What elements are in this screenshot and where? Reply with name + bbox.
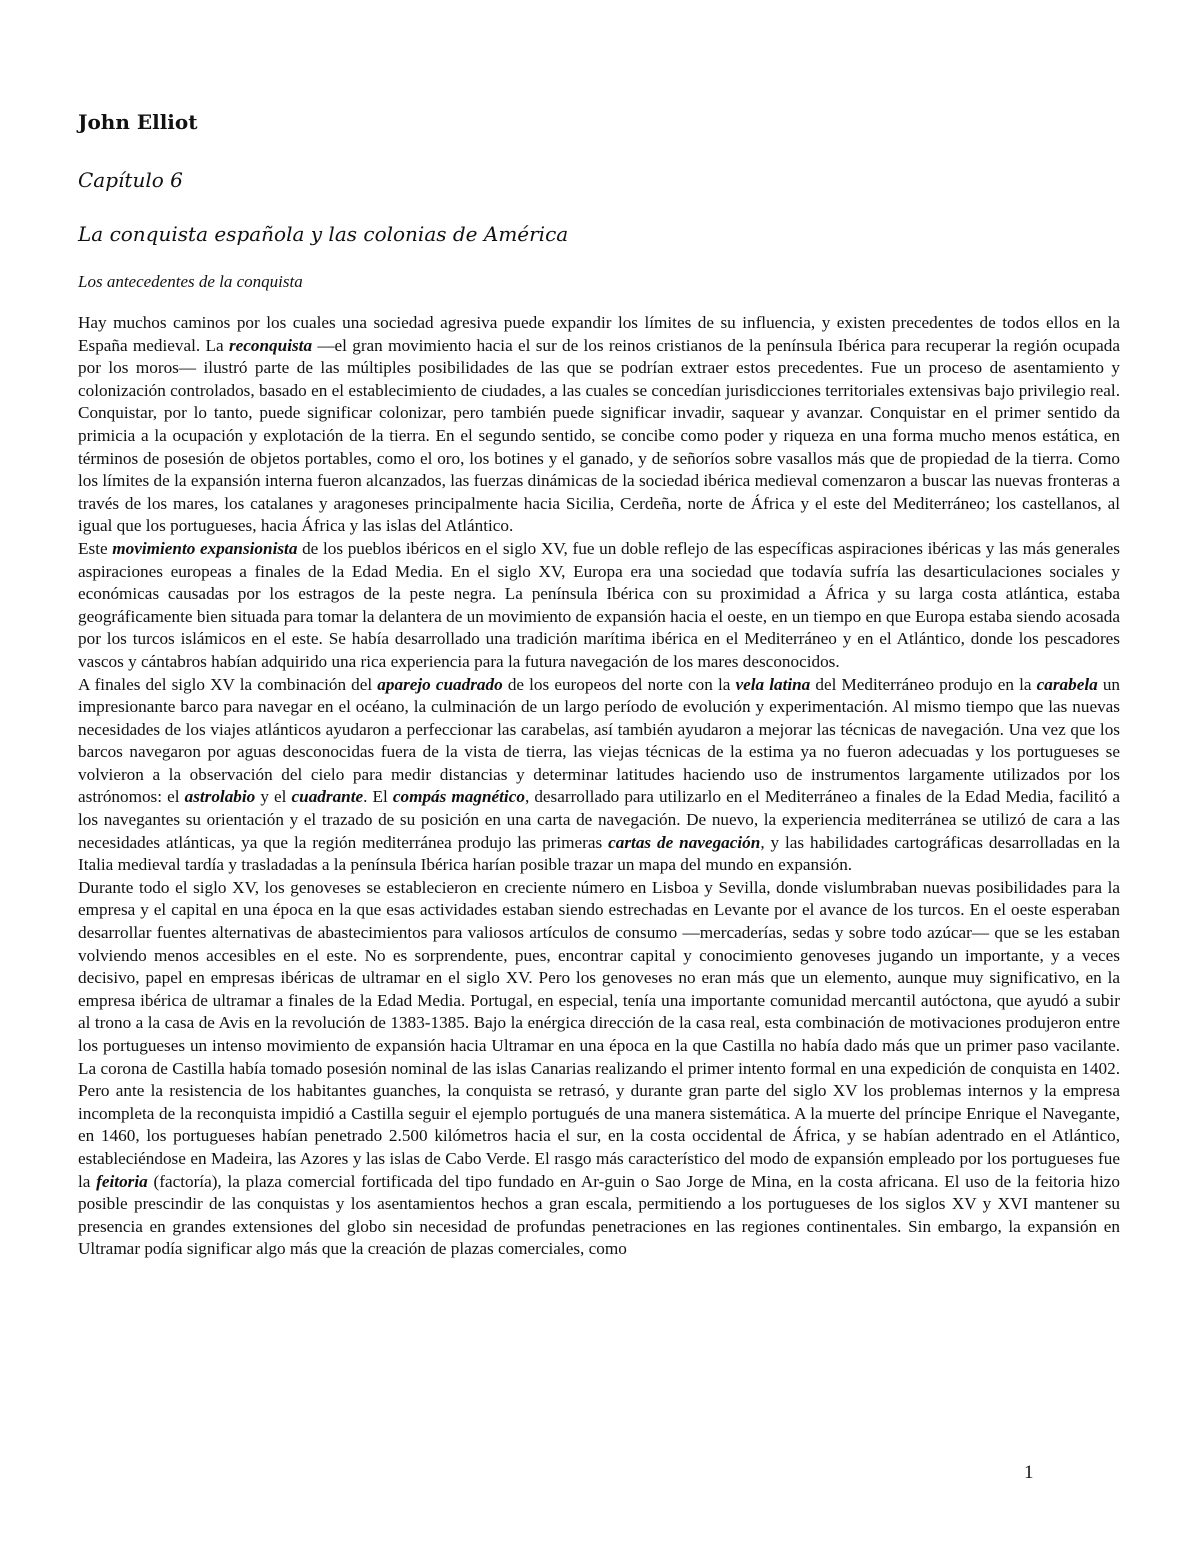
emphasis (112, 539, 297, 558)
body-paragraph (78, 674, 1120, 877)
emphasized-term: cuadrante (291, 787, 364, 807)
text-run: Hay muchos caminos por los cuales una sociedad agresiva puede expandir los límites de su influencia, y existen precedentes de todos ellos en la España medieval. La (78, 313, 1120, 355)
text-run: de los pueblos ibéricos en el siglo XV, fue un doble reflejo de las específicas aspiraciones ibéricas y las más generales aspiraciones europeas a finales de la Edad Media. En el siglo XV, Europa era una sociedad que todavía sufría las desarticulaciones sociales y económicas causadas por los estragos de la peste negra. La península Ibérica con su proximidad a África y su larga costa atlántica, estaba geográficamente bien situada para tomar la delantera de un movimiento de expansión hacia el oeste, en un tiempo en que Europa estaba siendo acosada por los turcos islámicos en el este. Se había desarrollado una tradición marítima ibérica en el Mediterráneo y en el Atlántico, donde los pescadores vascos y cántabros habían adquirido una rica experiencia para la futura navegación de los mares desconocidos. (78, 538, 1120, 671)
chapter-title: La conquista española y las colonias de América (78, 222, 569, 246)
emphasized-term: carabela (1036, 674, 1098, 694)
emphasis (185, 787, 256, 806)
document-page (78, 108, 1120, 1261)
text-run: Este (78, 538, 113, 558)
emphasis (96, 1172, 148, 1191)
text-run: y el (255, 787, 292, 807)
text-run: del Mediterráneo produjo en la (810, 674, 1037, 694)
page-number: 1 (1024, 1462, 1034, 1483)
emphasis (735, 675, 810, 694)
text-run: un impresionante barco para navegar en el océano, la culminación de un largo período de evolución y experimentación. Al mismo tiempo que las nuevas necesidades de los viajes atlánticos ayudaron a perfeccionar las carabelas, así también ayudaron a mejorar las técnicas de navegación. Una vez que los barcos navegaron por aguas desconocidas fuera de la vista de tierra, las viejas técnicas de la estima ya no fueron adecuadas y los portugueses se volvieron a la observación del cielo para medir distancias y determinar latitudes haciendo uso de instrumentos largamente utilizados por los astrónomos: el (78, 674, 1121, 807)
body-paragraph (78, 538, 1120, 674)
text-run: , y las habilidades cartográficas desarrolladas en la Italia medieval tardía y trasladadas a la península Ibérica harían posible trazar un mapa del mundo en expansión. (78, 832, 1120, 875)
chapter-heading: Capítulo 6 (78, 168, 183, 192)
text-run: de los europeos del norte con la (502, 674, 736, 694)
text-run: . El (363, 787, 393, 807)
emphasis (292, 787, 364, 806)
emphasized-term: reconquista (228, 335, 313, 355)
body-text (78, 312, 1120, 1261)
emphasized-term: compás magnético (392, 787, 525, 807)
author-name: John Elliot (78, 110, 198, 134)
emphasis (1037, 675, 1098, 694)
emphasis (608, 833, 760, 852)
emphasis (229, 336, 312, 355)
emphasized-term: astrolabio (184, 787, 256, 807)
emphasized-term: aparejo cuadrado (377, 674, 503, 694)
body-paragraph (78, 877, 1120, 1261)
emphasized-term: vela latina (735, 674, 811, 694)
text-run: —el gran movimiento hacia el sur de los reinos cristianos de la península Ibérica para recuperar la región ocupada por los moros— ilustró parte de las múltiples posibilidades de las que se podrían extraer estos precedentes. Fue un proceso de asentamiento y colonización controlados, basado en el establecimiento de ciudades, a las cuales se concedían jurisdicciones territoriales extensivas bajo privilegio real. Conquistar, por lo tanto, puede significar colonizar, pero también puede significar invadir, saquear y avanzar. Conquistar en el primer sentido da primicia a la ocupación y explotación de la tierra. En el segundo sentido, se concibe como poder y riqueza en una forma mucho menos estática, en términos de posesión de objetos portables, como el oro, los botines y el ganado, y de señoríos sobre vasallos más que de propiedad de la tierra. Como los límites de la expansión interna fueron alcanzados, las fuerzas dinámicas de la sociedad ibérica medieval comenzaron a buscar las nuevas fronteras a través de los mares, los catalanes y aragoneses principalmente hacia Sicilia, Cerdeña, norte de África y el este del Mediterráneo; los castellanos, al igual que los portugueses, hacia África y las islas del Atlántico. (78, 335, 1120, 536)
emphasized-term: feitoria (96, 1171, 148, 1191)
text-run: Durante todo el siglo XV, los genoveses se establecieron en creciente número en Lisboa y Sevilla, donde vislumbraban nuevas posibilidades para la empresa y el capital en una época en la que esas actividades estaban siendo estrechadas en Levante por el avance de los turcos. En el oeste esperaban desarrollar fuentes alternativas de abastecimientos para valiosos artículos de consumo —mercaderías, sedas y sobre todo azúcar— que se les estaban volviendo menos accesibles en el este. No es sorprendente, pues, encontrar capital y conocimiento genoveses jugando un importante, y a veces decisivo, papel en empresas ibéricas de ultramar en el siglo XV. Pero los genoveses no eran más que un elemento, aunque muy significativo, en la empresa ibérica de ultramar a finales de la Edad Media. Portugal, en especial, tenía una importante comunidad mercantil autóctona, que ayudó a subir al trono a la casa de Avis en la revolución de 1383-1385. Bajo la enérgica dirección de la casa real, esta combinación de motivaciones produjeron entre los portugueses un intenso movimiento de expansión hacia Ultramar en una época en la que Castilla no había dado más que un primer paso vacilante. La corona de Castilla había tomado posesión nominal de las islas Canarias realizando el primer intento formal en una expedición de conquista en 1402. Pero ante la resistencia de los habitantes guanches, la conquista se retrasó, y durante gran parte del siglo XV los problemas internos y la empresa incompleta de la reconquista impidió a Castilla seguir el ejemplo portugués de una manera sistemática. A la muerte del príncipe Enrique el Navegante, en 1460, los portugueses habían penetrado 2.500 kilómetros hacia el sur, en la costa occidental de África, y se habían adentrado en el Atlántico, estableciéndose en Madeira, las Azores y las islas de Cabo Verde. El rasgo más característico del modo de expansión empleado por los portugueses fue la (78, 877, 1120, 1191)
body-paragraph (78, 312, 1120, 538)
emphasis (377, 675, 502, 694)
emphasis (393, 787, 525, 806)
emphasized-term: cartas de navegación (608, 832, 761, 852)
emphasized-term: movimiento expansionista (112, 538, 298, 558)
section-heading: Los antecedentes de la conquista (78, 272, 303, 291)
text-run: , desarrollado para utilizarlo en el Mediterráneo a finales de la Edad Media, facilitó a los navegantes su orientación y el trazado de su posición en una carta de navegación. De nuevo, la experiencia mediterránea se utilizó de cara a las necesidades atlánticas, ya que la región mediterránea produjo las primeras (78, 787, 1120, 852)
text-run: A finales del siglo XV la combinación del (78, 674, 378, 694)
text-run: (factoría), la plaza comercial fortificada del tipo fundado en Ar-guin o Sao Jorge de Mina, en la costa africana. El uso de la feitoria hizo posible prescindir de las conquistas y los asentamientos hechos a gran escala, permitiendo a los portugueses de los siglos XV y XVI mantener su presencia en grandes extensiones del globo sin necesidad de profundas penetraciones en las regiones continentales. Sin embargo, la expansión en Ultramar podía significar algo más que la creación de plazas comerciales, como (78, 1171, 1120, 1259)
